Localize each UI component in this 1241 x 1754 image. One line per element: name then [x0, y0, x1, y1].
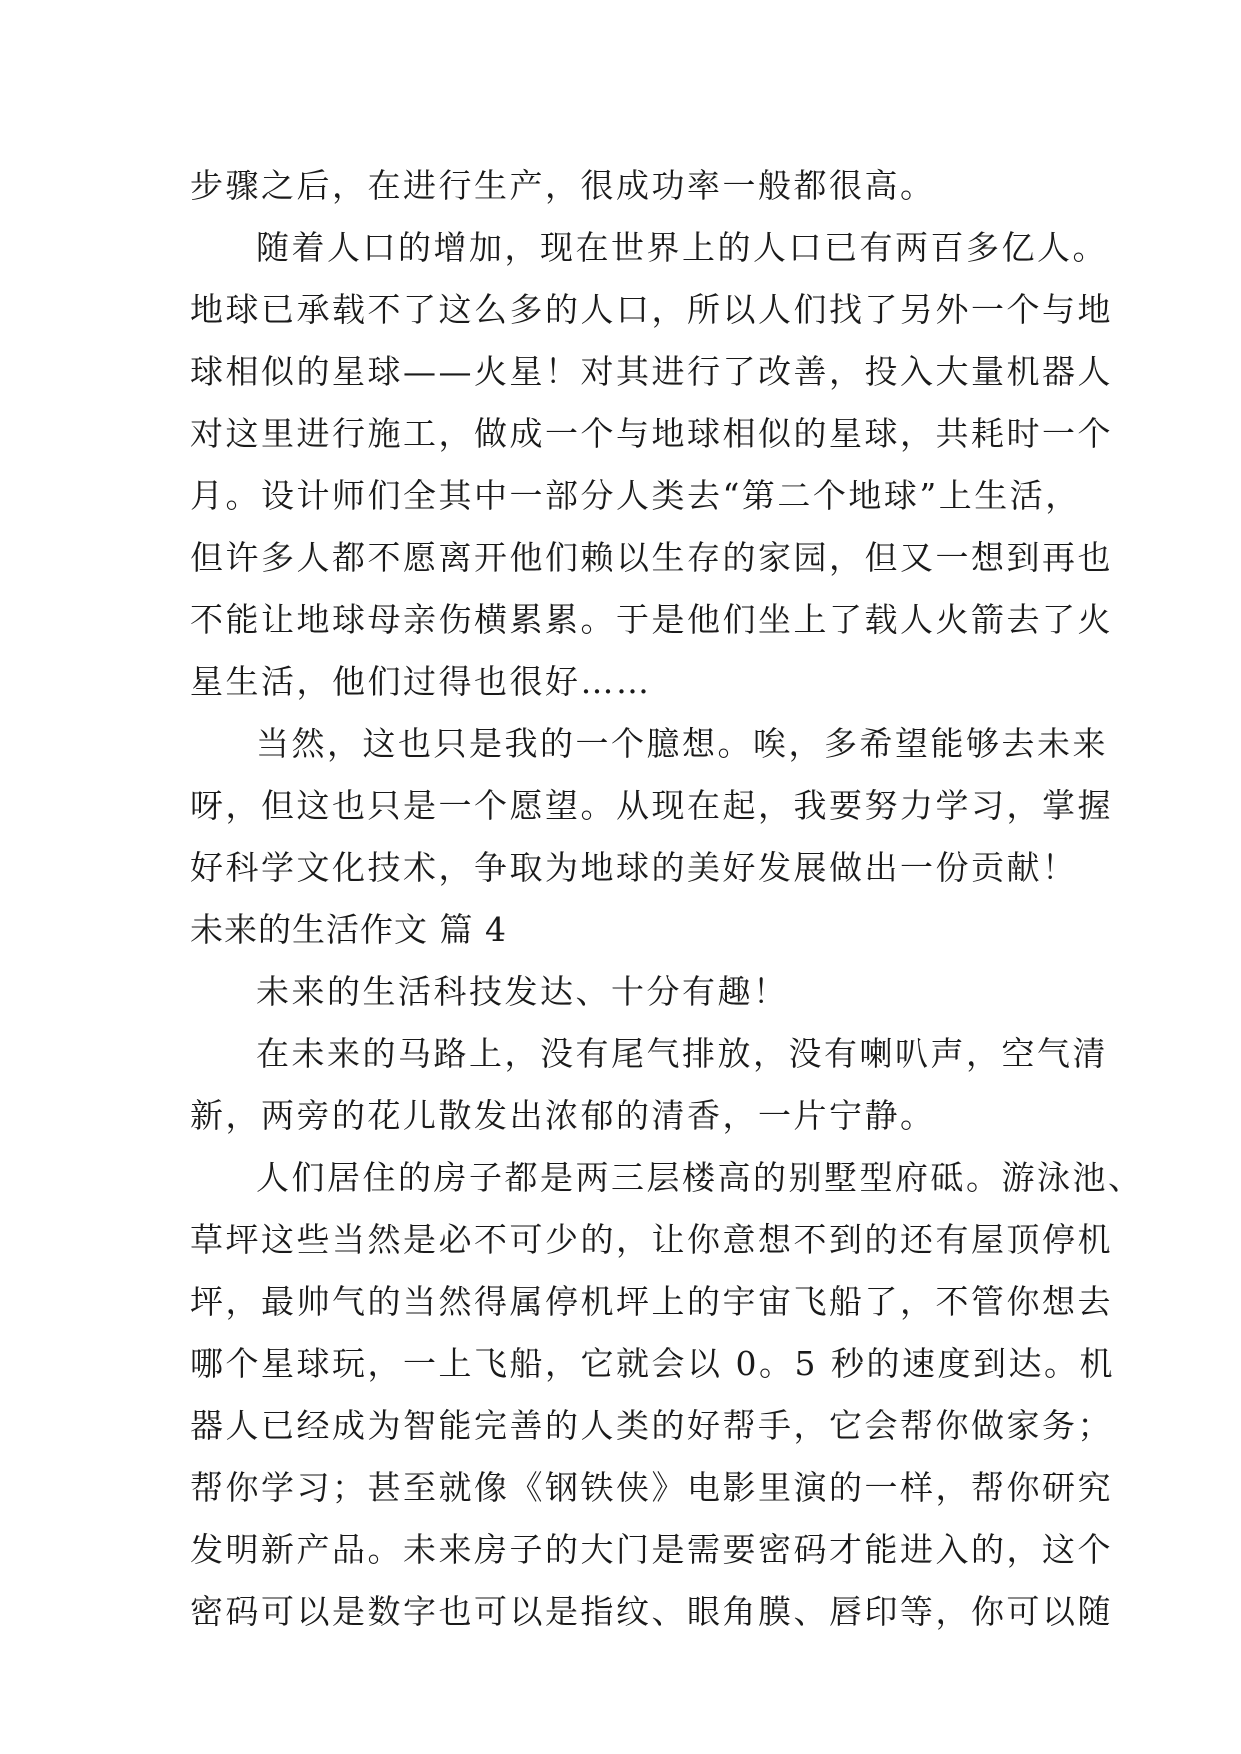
paragraph-start-line: 随着人口的增加，现在世界上的人口已有两百多亿人。	[256, 228, 1108, 267]
body-line: 发明新产品。未来房子的大门是需要密码才能进入的，这个	[190, 1530, 1113, 1569]
body-line: 但许多人都不愿离开他们赖以生存的家园，但又一想到再也	[190, 538, 1113, 577]
body-line: 好科学文化技术，争取为地球的美好发展做出一份贡献！	[190, 848, 1078, 887]
paragraph-start-line: 当然，这也只是我的一个臆想。唉，多希望能够去未来	[256, 724, 1108, 763]
body-line: 器人已经成为智能完善的人类的好帮手，它会帮你做家务；	[190, 1406, 1113, 1445]
paragraph-start-line: 人们居住的房子都是两三层楼高的别墅型府砥。游泳池、	[256, 1158, 1144, 1197]
paragraph-start-line: 未来的生活科技发达、十分有趣！	[256, 972, 789, 1011]
body-line: 步骤之后，在进行生产，很成功率一般都很高。	[190, 166, 936, 205]
body-line: 草坪这些当然是必不可少的，让你意想不到的还有屋顶停机	[190, 1220, 1113, 1259]
body-line: 呀，但这也只是一个愿望。从现在起，我要努力学习，掌握	[190, 786, 1113, 825]
document-body	[190, 155, 1144, 1643]
body-line: 坪，最帅气的当然得属停机坪上的宇宙飞船了，不管你想去	[190, 1282, 1113, 1321]
body-line: 星生活，他们过得也很好……	[190, 662, 652, 701]
body-line: 帮你学习；甚至就像《钢铁侠》电影里演的一样，帮你研究	[190, 1468, 1113, 1507]
body-line: 哪个星球玩，一上飞船，它就会以 0。5 秒的速度到达。机	[190, 1344, 1115, 1383]
section-heading: 未来的生活作文 篇 4	[190, 910, 507, 949]
body-line: 球相似的星球——火星！对其进行了改善，投入大量机器人	[190, 352, 1113, 391]
paragraph-start-line: 在未来的马路上，没有尾气排放，没有喇叭声，空气清	[256, 1034, 1108, 1073]
body-line: 新，两旁的花儿散发出浓郁的清香，一片宁静。	[190, 1096, 936, 1135]
body-line: 不能让地球母亲伤横累累。于是他们坐上了载人火箭去了火	[190, 600, 1113, 639]
body-line: 对这里进行施工，做成一个与地球相似的星球，共耗时一个	[190, 414, 1113, 453]
body-line: 密码可以是数字也可以是指纹、眼角膜、唇印等，你可以随	[190, 1592, 1113, 1631]
body-line: 月。设计师们全其中一部分人类去“第二个地球”上生活，	[190, 476, 1081, 515]
body-line: 地球已承载不了这么多的人口，所以人们找了另外一个与地	[190, 290, 1113, 329]
